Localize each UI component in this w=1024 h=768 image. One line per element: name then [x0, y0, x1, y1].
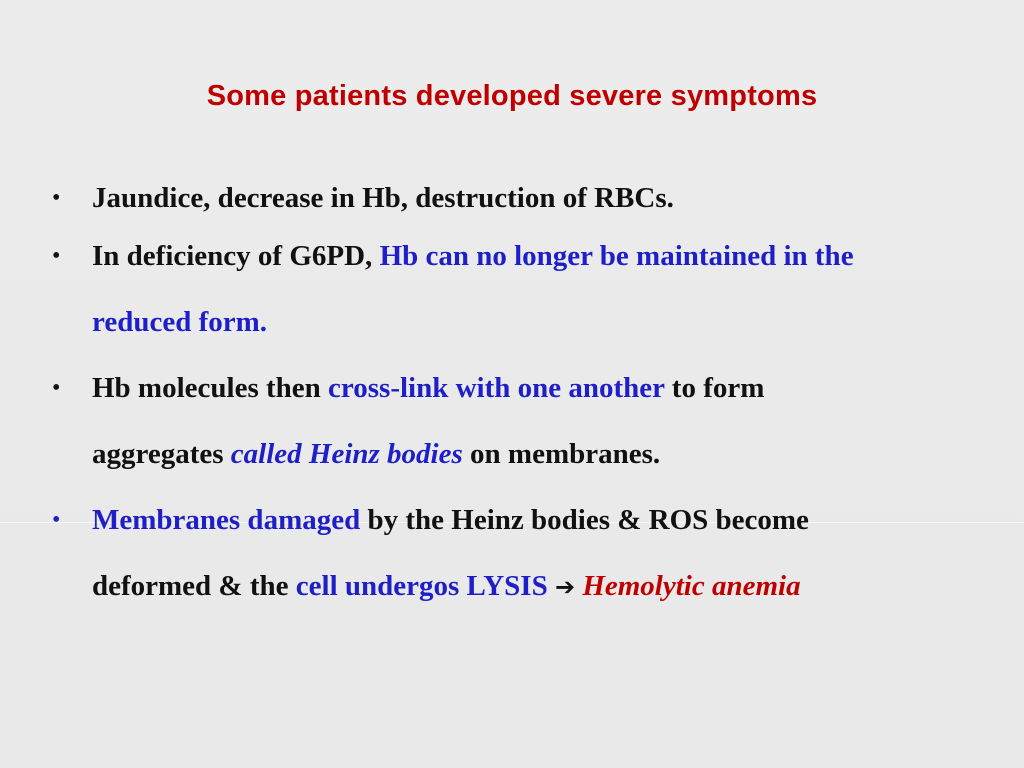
- bullet-line: [92, 434, 1002, 474]
- bullet-text: Jaundice, decrease in Hb, destruction of RBCs.: [92, 182, 674, 214]
- bullet-line: [92, 368, 1002, 408]
- bullet-text: In deficiency of G6PD,: [92, 240, 380, 272]
- bullet-text: to form: [664, 372, 765, 404]
- bullet-marker: •: [52, 185, 61, 211]
- bullet-text: deformed & the: [92, 570, 296, 602]
- bullet-highlight: Membranes damaged: [92, 504, 361, 536]
- bullet-marker: •: [52, 375, 61, 401]
- arrow-right-icon: ➔: [554, 573, 576, 601]
- bullet-highlight: cell undergos LYSIS: [295, 570, 548, 602]
- bullet-item-1: [52, 178, 1002, 220]
- bullet-italic-highlight: called Heinz bodies: [230, 438, 463, 470]
- bullet-line: [92, 566, 1002, 607]
- bullet-marker: •: [52, 243, 61, 269]
- bullet-highlight: cross-link with one another: [328, 372, 665, 404]
- bullet-line: [92, 500, 1002, 540]
- bullet-marker: •: [52, 507, 61, 533]
- bullet-item-3: [52, 368, 1002, 474]
- bullet-item-2: [52, 236, 1002, 342]
- bullet-conclusion: Hemolytic anemia: [582, 570, 801, 602]
- bullet-text: aggregates: [92, 438, 231, 470]
- bullet-line: [92, 236, 1002, 276]
- bullet-text: Hb molecules then: [92, 372, 329, 404]
- bullet-list: [52, 178, 1002, 607]
- bullet-text: by the Heinz bodies & ROS become: [360, 504, 809, 536]
- slide-title: Some patients developed severe symptoms: [206, 80, 818, 112]
- bullet-highlight-continued: reduced form.: [92, 306, 268, 338]
- bullet-highlight: Hb can no longer be maintained in the: [379, 240, 854, 272]
- bullet-item-4: [52, 500, 1002, 607]
- bullet-text: on membranes.: [462, 438, 661, 470]
